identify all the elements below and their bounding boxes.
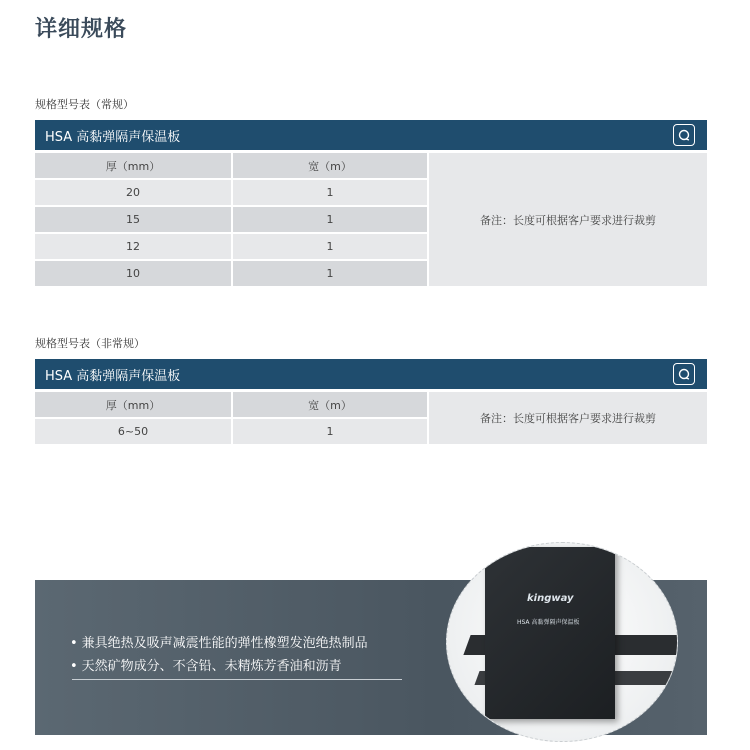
standard-bar-title: HSA 高黏弹隔声保温板 <box>45 129 181 145</box>
product-box-label: HSA 高黏弹隔声保温板 <box>517 619 580 626</box>
nonstandard-spec-table <box>35 359 707 446</box>
nonstandard-title-bar <box>35 359 707 389</box>
cell-width: 1 <box>233 234 427 259</box>
banner-divider <box>72 679 402 680</box>
bullet-dot-icon: • <box>70 659 78 674</box>
table-row <box>35 234 427 259</box>
table-header-row <box>35 153 427 178</box>
header-thickness: 厚（mm） <box>35 392 231 417</box>
feature-bullet-1 <box>70 632 368 651</box>
table-row <box>35 207 427 232</box>
standard-caption: 规格型号表（常规） <box>35 98 134 111</box>
standard-title-bar <box>35 120 707 150</box>
cell-width: 1 <box>233 207 427 232</box>
header-thickness: 厚（mm） <box>35 153 231 178</box>
feature-text-1: 兼具绝热及吸声减震性能的弹性橡塑发泡绝热制品 <box>81 636 368 651</box>
table-row <box>35 261 427 286</box>
table-header-row <box>35 392 427 417</box>
standard-spec-table <box>35 120 707 288</box>
header-width: 宽（m） <box>233 392 427 417</box>
standard-note: 备注：长度可根据客户要求进行裁剪 <box>429 153 707 286</box>
product-brand-logo: kingway <box>527 593 574 604</box>
cell-thickness: 12 <box>35 234 231 259</box>
product-image <box>446 542 678 742</box>
product-icon <box>673 124 695 146</box>
cell-thickness: 6~50 <box>35 419 231 444</box>
page-title: 详细规格 <box>35 17 128 42</box>
cell-width: 1 <box>233 261 427 286</box>
nonstandard-caption: 规格型号表（非常规） <box>35 337 145 350</box>
bullet-dot-icon: • <box>70 636 78 651</box>
cell-thickness: 20 <box>35 180 231 205</box>
cell-thickness: 10 <box>35 261 231 286</box>
nonstandard-bar-title: HSA 高黏弹隔声保温板 <box>45 368 181 384</box>
table-row <box>35 419 427 444</box>
cell-width: 1 <box>233 419 427 444</box>
feature-text-2: 天然矿物成分、不含铅、未精炼芳香油和沥青 <box>81 659 342 674</box>
table-row <box>35 180 427 205</box>
nonstandard-note: 备注：长度可根据客户要求进行裁剪 <box>429 392 707 444</box>
product-box <box>485 547 615 719</box>
header-width: 宽（m） <box>233 153 427 178</box>
cell-width: 1 <box>233 180 427 205</box>
feature-bullet-2 <box>70 655 342 674</box>
product-icon <box>673 363 695 385</box>
cell-thickness: 15 <box>35 207 231 232</box>
